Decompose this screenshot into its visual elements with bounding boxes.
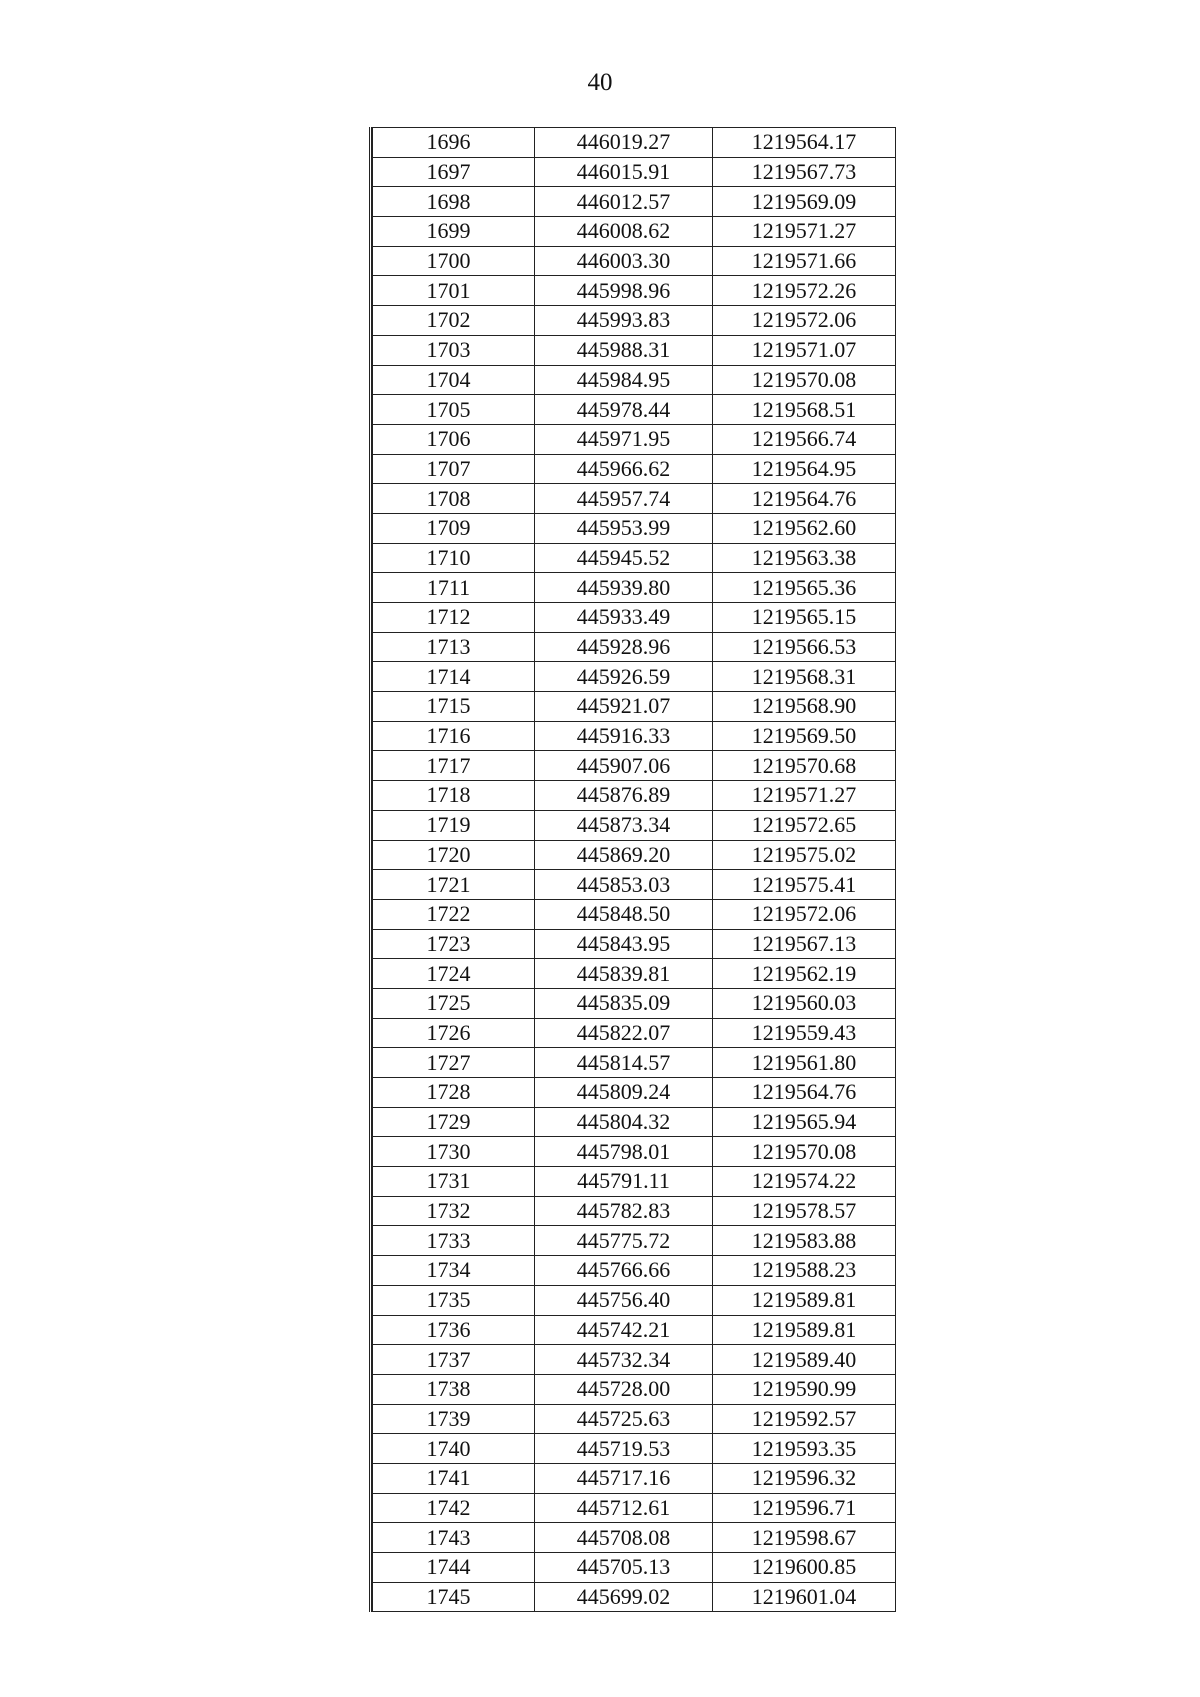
x-coordinate-cell: 445869.20 bbox=[535, 840, 713, 870]
point-number-cell: 1722 bbox=[373, 899, 535, 929]
y-coordinate-cell: 1219600.85 bbox=[713, 1553, 896, 1583]
x-coordinate-cell: 445993.83 bbox=[535, 306, 713, 336]
table-row bbox=[373, 1523, 896, 1553]
x-coordinate-cell: 445782.83 bbox=[535, 1196, 713, 1226]
point-number-cell: 1741 bbox=[373, 1463, 535, 1493]
y-coordinate-cell: 1219568.31 bbox=[713, 662, 896, 692]
point-number-cell: 1718 bbox=[373, 781, 535, 811]
y-coordinate-cell: 1219565.36 bbox=[713, 573, 896, 603]
x-coordinate-cell: 445705.13 bbox=[535, 1553, 713, 1583]
x-coordinate-cell: 445921.07 bbox=[535, 692, 713, 722]
point-number-cell: 1706 bbox=[373, 424, 535, 454]
table-row bbox=[373, 662, 896, 692]
point-number-cell: 1728 bbox=[373, 1078, 535, 1108]
x-coordinate-cell: 445804.32 bbox=[535, 1107, 713, 1137]
x-coordinate-cell: 445939.80 bbox=[535, 573, 713, 603]
x-coordinate-cell: 445717.16 bbox=[535, 1463, 713, 1493]
x-coordinate-cell: 445843.95 bbox=[535, 929, 713, 959]
x-coordinate-cell: 446008.62 bbox=[535, 217, 713, 247]
x-coordinate-cell: 445926.59 bbox=[535, 662, 713, 692]
y-coordinate-cell: 1219569.50 bbox=[713, 721, 896, 751]
y-coordinate-cell: 1219565.15 bbox=[713, 603, 896, 633]
table-row bbox=[373, 781, 896, 811]
table-row bbox=[373, 1226, 896, 1256]
table-row bbox=[373, 1137, 896, 1167]
x-coordinate-cell: 445712.61 bbox=[535, 1493, 713, 1523]
x-coordinate-cell: 445719.53 bbox=[535, 1434, 713, 1464]
point-number-cell: 1721 bbox=[373, 870, 535, 900]
y-coordinate-cell: 1219568.51 bbox=[713, 395, 896, 425]
y-coordinate-cell: 1219589.40 bbox=[713, 1345, 896, 1375]
point-number-cell: 1740 bbox=[373, 1434, 535, 1464]
point-number-cell: 1735 bbox=[373, 1285, 535, 1315]
point-number-cell: 1705 bbox=[373, 395, 535, 425]
table-row bbox=[373, 603, 896, 633]
table-row bbox=[373, 157, 896, 187]
y-coordinate-cell: 1219575.41 bbox=[713, 870, 896, 900]
x-coordinate-cell: 445988.31 bbox=[535, 335, 713, 365]
x-coordinate-cell: 445873.34 bbox=[535, 810, 713, 840]
x-coordinate-cell: 445699.02 bbox=[535, 1582, 713, 1612]
table-row bbox=[373, 543, 896, 573]
table-row bbox=[373, 1582, 896, 1612]
y-coordinate-cell: 1219575.02 bbox=[713, 840, 896, 870]
table-row bbox=[373, 1345, 896, 1375]
table-row bbox=[373, 513, 896, 543]
y-coordinate-cell: 1219589.81 bbox=[713, 1315, 896, 1345]
y-coordinate-cell: 1219562.19 bbox=[713, 959, 896, 989]
y-coordinate-cell: 1219571.07 bbox=[713, 335, 896, 365]
point-number-cell: 1738 bbox=[373, 1374, 535, 1404]
table-row bbox=[373, 128, 896, 158]
point-number-cell: 1743 bbox=[373, 1523, 535, 1553]
point-number-cell: 1699 bbox=[373, 217, 535, 247]
x-coordinate-cell: 445756.40 bbox=[535, 1285, 713, 1315]
table-row bbox=[373, 1434, 896, 1464]
y-coordinate-cell: 1219593.35 bbox=[713, 1434, 896, 1464]
x-coordinate-cell: 445971.95 bbox=[535, 424, 713, 454]
table-row bbox=[373, 810, 896, 840]
y-coordinate-cell: 1219568.90 bbox=[713, 692, 896, 722]
point-number-cell: 1715 bbox=[373, 692, 535, 722]
x-coordinate-cell: 445928.96 bbox=[535, 632, 713, 662]
y-coordinate-cell: 1219601.04 bbox=[713, 1582, 896, 1612]
x-coordinate-cell: 445708.08 bbox=[535, 1523, 713, 1553]
y-coordinate-cell: 1219588.23 bbox=[713, 1256, 896, 1286]
point-number-cell: 1698 bbox=[373, 187, 535, 217]
point-number-cell: 1709 bbox=[373, 513, 535, 543]
x-coordinate-cell: 446015.91 bbox=[535, 157, 713, 187]
table-row bbox=[373, 632, 896, 662]
point-number-cell: 1704 bbox=[373, 365, 535, 395]
x-coordinate-cell: 445848.50 bbox=[535, 899, 713, 929]
point-number-cell: 1729 bbox=[373, 1107, 535, 1137]
y-coordinate-cell: 1219566.74 bbox=[713, 424, 896, 454]
x-coordinate-cell: 446003.30 bbox=[535, 246, 713, 276]
table-row bbox=[373, 1107, 896, 1137]
y-coordinate-cell: 1219596.32 bbox=[713, 1463, 896, 1493]
x-coordinate-cell: 445984.95 bbox=[535, 365, 713, 395]
table-row bbox=[373, 246, 896, 276]
point-number-cell: 1731 bbox=[373, 1167, 535, 1197]
y-coordinate-cell: 1219567.13 bbox=[713, 929, 896, 959]
y-coordinate-cell: 1219574.22 bbox=[713, 1167, 896, 1197]
page-number: 40 bbox=[587, 69, 613, 96]
x-coordinate-cell: 445933.49 bbox=[535, 603, 713, 633]
point-number-cell: 1725 bbox=[373, 988, 535, 1018]
table-row bbox=[373, 721, 896, 751]
table-row bbox=[373, 959, 896, 989]
x-coordinate-cell: 445966.62 bbox=[535, 454, 713, 484]
point-number-cell: 1708 bbox=[373, 484, 535, 514]
table-row bbox=[373, 870, 896, 900]
x-coordinate-cell: 445791.11 bbox=[535, 1167, 713, 1197]
point-number-cell: 1739 bbox=[373, 1404, 535, 1434]
table-row bbox=[373, 1018, 896, 1048]
point-number-cell: 1712 bbox=[373, 603, 535, 633]
point-number-cell: 1736 bbox=[373, 1315, 535, 1345]
y-coordinate-cell: 1219570.08 bbox=[713, 1137, 896, 1167]
y-coordinate-cell: 1219562.60 bbox=[713, 513, 896, 543]
x-coordinate-cell: 445953.99 bbox=[535, 513, 713, 543]
point-number-cell: 1734 bbox=[373, 1256, 535, 1286]
point-number-cell: 1713 bbox=[373, 632, 535, 662]
point-number-cell: 1720 bbox=[373, 840, 535, 870]
point-number-cell: 1744 bbox=[373, 1553, 535, 1583]
point-number-cell: 1719 bbox=[373, 810, 535, 840]
y-coordinate-cell: 1219559.43 bbox=[713, 1018, 896, 1048]
table-row bbox=[373, 306, 896, 336]
point-number-cell: 1733 bbox=[373, 1226, 535, 1256]
y-coordinate-cell: 1219589.81 bbox=[713, 1285, 896, 1315]
table-row bbox=[373, 484, 896, 514]
y-coordinate-cell: 1219572.06 bbox=[713, 899, 896, 929]
y-coordinate-cell: 1219572.06 bbox=[713, 306, 896, 336]
point-number-cell: 1724 bbox=[373, 959, 535, 989]
table-row bbox=[373, 217, 896, 247]
table-row bbox=[373, 692, 896, 722]
table-row bbox=[373, 395, 896, 425]
point-number-cell: 1717 bbox=[373, 751, 535, 781]
y-coordinate-cell: 1219565.94 bbox=[713, 1107, 896, 1137]
table-row bbox=[373, 751, 896, 781]
y-coordinate-cell: 1219590.99 bbox=[713, 1374, 896, 1404]
x-coordinate-cell: 445876.89 bbox=[535, 781, 713, 811]
coordinates-table-container bbox=[369, 127, 898, 1612]
x-coordinate-cell: 445775.72 bbox=[535, 1226, 713, 1256]
x-coordinate-cell: 445742.21 bbox=[535, 1315, 713, 1345]
x-coordinate-cell: 445853.03 bbox=[535, 870, 713, 900]
y-coordinate-cell: 1219596.71 bbox=[713, 1493, 896, 1523]
y-coordinate-cell: 1219571.27 bbox=[713, 781, 896, 811]
y-coordinate-cell: 1219572.65 bbox=[713, 810, 896, 840]
y-coordinate-cell: 1219564.95 bbox=[713, 454, 896, 484]
table-row bbox=[373, 1463, 896, 1493]
y-coordinate-cell: 1219567.73 bbox=[713, 157, 896, 187]
point-number-cell: 1742 bbox=[373, 1493, 535, 1523]
table-row bbox=[373, 1493, 896, 1523]
table-row bbox=[373, 573, 896, 603]
table-row bbox=[373, 1167, 896, 1197]
x-coordinate-cell: 446012.57 bbox=[535, 187, 713, 217]
point-number-cell: 1710 bbox=[373, 543, 535, 573]
y-coordinate-cell: 1219578.57 bbox=[713, 1196, 896, 1226]
y-coordinate-cell: 1219571.27 bbox=[713, 217, 896, 247]
point-number-cell: 1745 bbox=[373, 1582, 535, 1612]
y-coordinate-cell: 1219564.17 bbox=[713, 128, 896, 158]
y-coordinate-cell: 1219561.80 bbox=[713, 1048, 896, 1078]
x-coordinate-cell: 445725.63 bbox=[535, 1404, 713, 1434]
x-coordinate-cell: 445766.66 bbox=[535, 1256, 713, 1286]
x-coordinate-cell: 445728.00 bbox=[535, 1374, 713, 1404]
x-coordinate-cell: 445814.57 bbox=[535, 1048, 713, 1078]
x-coordinate-cell: 445732.34 bbox=[535, 1345, 713, 1375]
y-coordinate-cell: 1219564.76 bbox=[713, 484, 896, 514]
table-row bbox=[373, 988, 896, 1018]
x-coordinate-cell: 445945.52 bbox=[535, 543, 713, 573]
x-coordinate-cell: 445907.06 bbox=[535, 751, 713, 781]
y-coordinate-cell: 1219583.88 bbox=[713, 1226, 896, 1256]
y-coordinate-cell: 1219570.08 bbox=[713, 365, 896, 395]
table-row bbox=[373, 1315, 896, 1345]
point-number-cell: 1737 bbox=[373, 1345, 535, 1375]
point-number-cell: 1707 bbox=[373, 454, 535, 484]
x-coordinate-cell: 445798.01 bbox=[535, 1137, 713, 1167]
point-number-cell: 1701 bbox=[373, 276, 535, 306]
y-coordinate-cell: 1219572.26 bbox=[713, 276, 896, 306]
table-row bbox=[373, 335, 896, 365]
x-coordinate-cell: 445822.07 bbox=[535, 1018, 713, 1048]
x-coordinate-cell: 445998.96 bbox=[535, 276, 713, 306]
table-row bbox=[373, 1196, 896, 1226]
table-row bbox=[373, 1374, 896, 1404]
point-number-cell: 1702 bbox=[373, 306, 535, 336]
table-row bbox=[373, 454, 896, 484]
table-row bbox=[373, 1404, 896, 1434]
y-coordinate-cell: 1219563.38 bbox=[713, 543, 896, 573]
table-row bbox=[373, 365, 896, 395]
table-row bbox=[373, 187, 896, 217]
table-row bbox=[373, 899, 896, 929]
point-number-cell: 1716 bbox=[373, 721, 535, 751]
point-number-cell: 1711 bbox=[373, 573, 535, 603]
coordinates-table bbox=[372, 127, 896, 1612]
table-body bbox=[373, 128, 896, 1612]
point-number-cell: 1714 bbox=[373, 662, 535, 692]
table-row bbox=[373, 1256, 896, 1286]
y-coordinate-cell: 1219571.66 bbox=[713, 246, 896, 276]
table-row bbox=[373, 1048, 896, 1078]
y-coordinate-cell: 1219566.53 bbox=[713, 632, 896, 662]
y-coordinate-cell: 1219560.03 bbox=[713, 988, 896, 1018]
table-row bbox=[373, 929, 896, 959]
x-coordinate-cell: 445916.33 bbox=[535, 721, 713, 751]
y-coordinate-cell: 1219564.76 bbox=[713, 1078, 896, 1108]
point-number-cell: 1723 bbox=[373, 929, 535, 959]
point-number-cell: 1726 bbox=[373, 1018, 535, 1048]
point-number-cell: 1727 bbox=[373, 1048, 535, 1078]
x-coordinate-cell: 446019.27 bbox=[535, 128, 713, 158]
table-row bbox=[373, 840, 896, 870]
x-coordinate-cell: 445809.24 bbox=[535, 1078, 713, 1108]
x-coordinate-cell: 445839.81 bbox=[535, 959, 713, 989]
table-row bbox=[373, 276, 896, 306]
table-row bbox=[373, 1553, 896, 1583]
point-number-cell: 1697 bbox=[373, 157, 535, 187]
x-coordinate-cell: 445835.09 bbox=[535, 988, 713, 1018]
point-number-cell: 1703 bbox=[373, 335, 535, 365]
x-coordinate-cell: 445957.74 bbox=[535, 484, 713, 514]
point-number-cell: 1730 bbox=[373, 1137, 535, 1167]
point-number-cell: 1696 bbox=[373, 128, 535, 158]
point-number-cell: 1732 bbox=[373, 1196, 535, 1226]
y-coordinate-cell: 1219570.68 bbox=[713, 751, 896, 781]
point-number-cell: 1700 bbox=[373, 246, 535, 276]
table-row bbox=[373, 1078, 896, 1108]
table-row bbox=[373, 424, 896, 454]
x-coordinate-cell: 445978.44 bbox=[535, 395, 713, 425]
y-coordinate-cell: 1219569.09 bbox=[713, 187, 896, 217]
y-coordinate-cell: 1219592.57 bbox=[713, 1404, 896, 1434]
table-row bbox=[373, 1285, 896, 1315]
y-coordinate-cell: 1219598.67 bbox=[713, 1523, 896, 1553]
